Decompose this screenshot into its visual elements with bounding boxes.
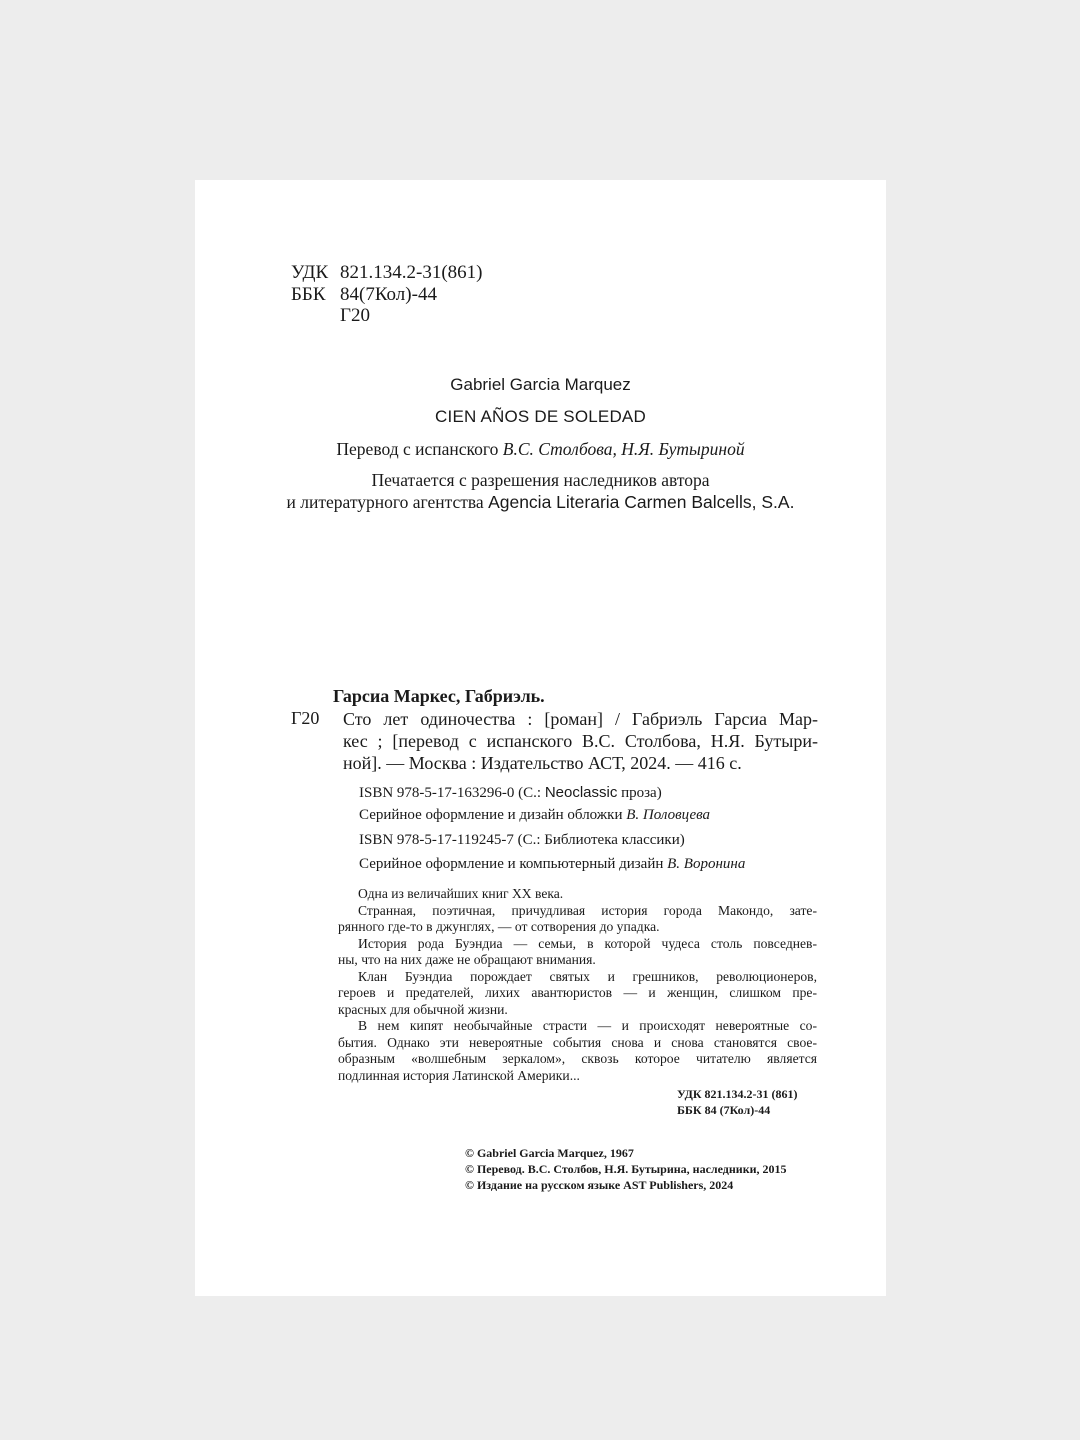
copyright-line: © Перевод. В.С. Столбов, Н.Я. Бутырина, наследники, 2015: [465, 1162, 787, 1176]
bib-description: [343, 708, 818, 774]
design-credit-1: [359, 807, 710, 824]
annotation-line: подлинная история Латинской Америки...: [338, 1067, 580, 1083]
bib-line: ной]. — Москва : Издательство АСТ, 2024. — 416 с.: [343, 753, 742, 773]
annotation-line: рянного где-то в джунглях, — от сотворения до упадка.: [338, 919, 660, 934]
design-2-prefix: Серийное оформление и компьютерный дизайн: [359, 856, 668, 872]
isbn-1-prefix: ISBN 978-5-17-163296-0 (С.:: [359, 785, 545, 801]
permission-line-2: [195, 491, 886, 513]
udk-label: УДК: [291, 262, 329, 283]
original-title: CIEN AÑOS DE SOLEDAD: [435, 407, 646, 426]
isbn-1-series: Neoclassic: [544, 784, 618, 801]
copyright-line: © Издание на русском языке AST Publishers, 2024: [465, 1178, 734, 1192]
isbn-1: [359, 784, 662, 802]
annotation-line: История рода Буэндиа — семьи, в которой чудеса столь повседнев-: [358, 935, 817, 951]
annotation-line: Одна из величайших книг XX века.: [358, 886, 564, 901]
annotation-line: Клан Буэндиа порождает святых и грешников, революционеров,: [358, 968, 817, 984]
designer-2: В. Воронина: [667, 856, 746, 872]
copyright-page: [195, 180, 886, 1296]
translation-prefix: Перевод с испанского: [336, 439, 503, 459]
annotation-line: бытия. Однако эти невероятные события снова и снова становятся свое-: [338, 1034, 817, 1050]
annotation-line: ны, что на них даже не обращают внимания.: [338, 952, 596, 967]
permission-line-1: Печатается с разрешения наследников автора: [371, 470, 710, 490]
isbn-1-suffix: проза): [617, 785, 662, 801]
isbn-2: ISBN 978-5-17-119245-7 (С.: Библиотека классики): [359, 832, 685, 848]
bbk-value: 84(7Кол)-44: [340, 284, 437, 305]
annotation-line: красных для обычной жизни.: [338, 1001, 508, 1017]
bib-line: кес ; [перевод с испанского В.С. Столбова, Н.Я. Бутыри-: [343, 731, 818, 751]
translation-credit: [195, 439, 886, 460]
copyright-block: [465, 1145, 787, 1193]
bbk-label: ББК: [291, 284, 326, 305]
annotation-line: В нем кипят необычайные страсти — и происходят невероятные со-: [358, 1018, 817, 1033]
permission-prefix: и литературного агентства: [286, 492, 489, 512]
original-author: Gabriel Garcia Marquez: [450, 375, 631, 394]
annotation-line: героев и предателей, лихих авантюристов — и женщин, слишком пре-: [338, 985, 817, 1000]
literary-agency: Agencia Literaria Carmen Balcells, S.A.: [488, 492, 795, 512]
copyright-line: © Gabriel Garcia Marquez, 1967: [465, 1146, 634, 1160]
bib-code: Г20: [291, 708, 320, 728]
classification-repeat: [677, 1086, 798, 1118]
designer-1: В. Половцева: [626, 807, 711, 823]
design-credit-2: [359, 856, 745, 873]
udk-repeat: УДК 821.134.2-31 (861): [677, 1087, 798, 1101]
bbk-repeat: ББК 84 (7Кол)-44: [677, 1103, 771, 1117]
udk-value: 821.134.2-31(861): [340, 262, 483, 283]
author-mark: Г20: [340, 305, 370, 326]
annotation-line: Странная, поэтичная, причудливая история города Макондо, зате-: [358, 902, 817, 918]
annotation: [338, 886, 817, 1084]
design-1-prefix: Серийное оформление и дизайн обложки: [359, 807, 627, 823]
bib-line: Сто лет одиночества : [роман] / Габриэль Гарсиа Мар-: [343, 709, 818, 729]
translators: В.С. Столбова, Н.Я. Бутыриной: [502, 439, 745, 459]
bib-author-heading: Гарсиа Маркес, Габриэль.: [333, 686, 545, 706]
annotation-line: образным «волшебным зеркалом», сквозь которое читателю является: [338, 1051, 817, 1066]
